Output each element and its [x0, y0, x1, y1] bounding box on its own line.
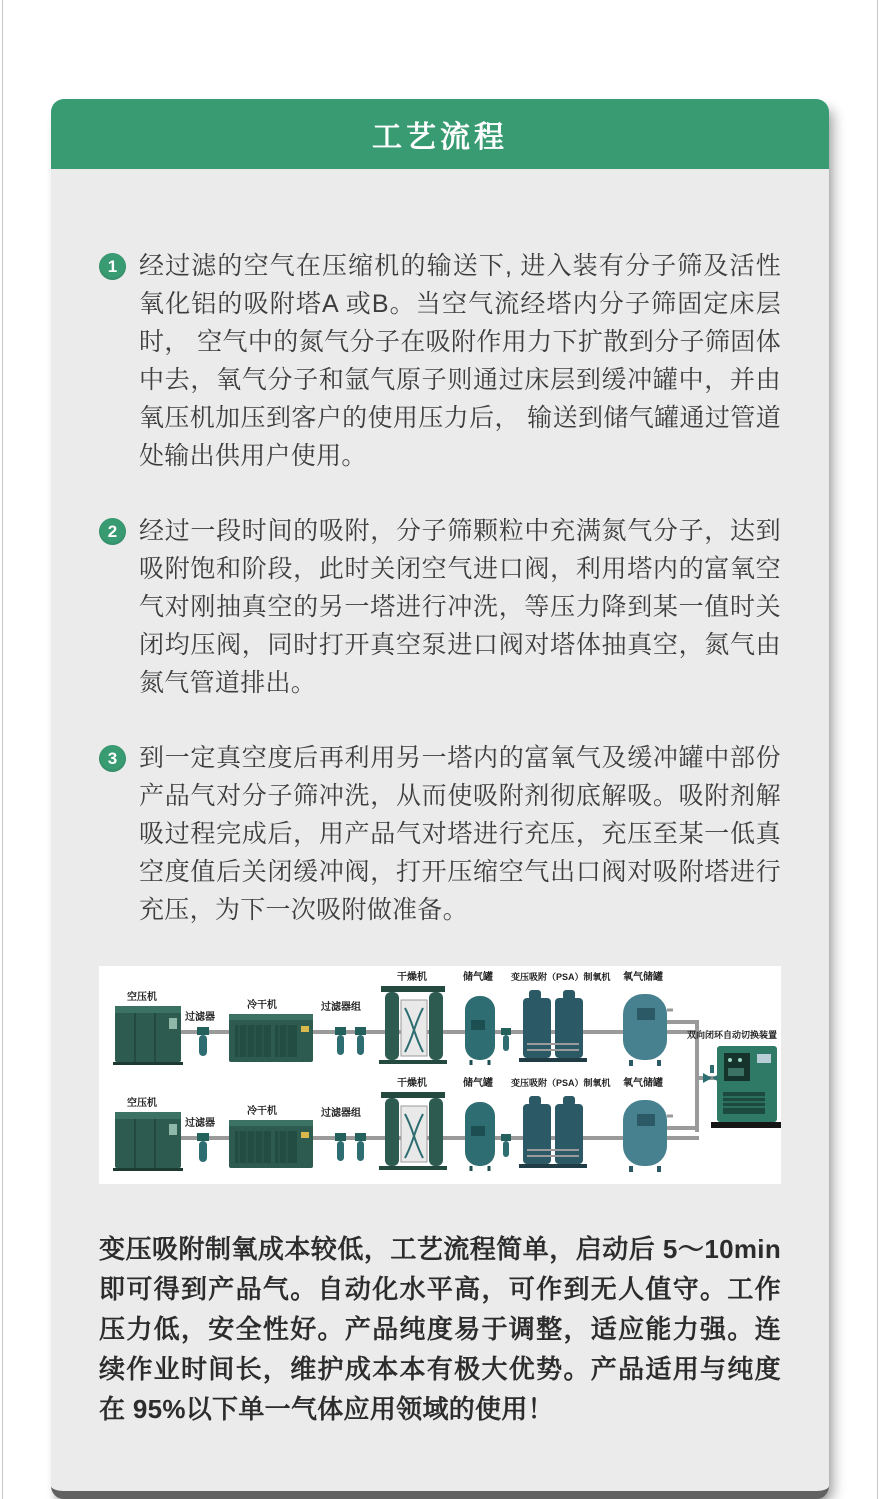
process-card — [51, 99, 829, 1499]
summary-text: 变压吸附制氧成本较低，工艺流程简单，启动后 5～10min 即可得到产品气。自动化水平高，可作到无人值守。工作压力低，安全性好。产品纯度易于调整，适应能力强。连续作业时间长，维护成本本有极大优势。产品适用与纯度在 95%以下单一气体应用领域的使用！ — [99, 1234, 781, 1424]
label-filter-group: 过滤器组 — [321, 1002, 361, 1013]
step-number-badge: 3 — [99, 745, 126, 772]
step-text: 经过滤的空气在压缩机的输送下, 进入装有分子筛及活性氧化铝的吸附塔A 或B。当空气流经塔内分子筛固定床层时， 空气中的氮气分子在吸附作用力下扩散到分子筛固体中去，氧气分子和氩气原子则通过床层到缓冲罐中，并由氧压机加压到客户的使用压力后， 输送到储气罐通过管道处输出供用户使用。 — [139, 252, 781, 470]
label-oxygen-tank: 氧气储罐 — [623, 1078, 663, 1089]
label-refrigerated-dryer: 冷干机 — [247, 1000, 277, 1011]
step-text: 经过一段时间的吸附，分子筛颗粒中充满氮气分子，达到吸附饱和阶段，此时关闭空气进口阀，利用塔内的富氧空气对刚抽真空的另一塔进行冲洗，等压力降到某一值时关闭均压阀，同时打开真空泵进口阀对塔体抽真空，氮气由氮气管道排出。 — [139, 517, 781, 697]
label-air-tank: 储气罐 — [463, 1078, 493, 1089]
label-oxygen-tank: 氧气储罐 — [623, 972, 663, 983]
process-flow-diagram — [99, 966, 781, 1184]
process-step-1 — [99, 247, 781, 475]
label-air-compressor: 空压机 — [127, 992, 157, 1003]
process-step-2 — [99, 512, 781, 702]
label-psa-generator: 变压吸附（PSA）制氧机 — [511, 1078, 611, 1088]
label-filter: 过滤器 — [185, 1012, 215, 1023]
card-header — [51, 99, 829, 169]
label-air-compressor: 空压机 — [127, 1098, 157, 1109]
step-number-badge: 1 — [99, 253, 126, 280]
switch-cabinet-graphic — [711, 1046, 781, 1128]
label-desiccant-dryer: 干燥机 — [397, 972, 427, 983]
step-number-badge: 2 — [99, 518, 126, 545]
label-filter: 过滤器 — [185, 1118, 215, 1129]
label-psa-generator: 变压吸附（PSA）制氧机 — [511, 972, 611, 982]
equipment-diagram-svg — [99, 966, 781, 1184]
label-desiccant-dryer: 干燥机 — [397, 1078, 427, 1089]
process-step-3 — [99, 739, 781, 929]
card-body — [51, 169, 829, 1491]
section-title: 工艺流程 — [372, 121, 508, 154]
step-text: 到一定真空度后再利用另一塔内的富氧气及缓冲罐中部份产品气对分子筛冲洗，从而使吸附剂彻底解吸。吸附剂解吸过程完成后，用产品气对塔进行充压，充压至某一低真空度值后关闭缓冲阀，打开压缩空气出口阀对吸附塔进行充压，为下一次吸附做准备。 — [139, 744, 781, 924]
equipment-row-1 — [113, 986, 699, 1066]
page — [2, 0, 878, 1499]
label-auto-switch-device: 双向闭环自动切换装置 — [687, 1030, 778, 1040]
label-air-tank: 储气罐 — [463, 972, 493, 983]
label-refrigerated-dryer: 冷干机 — [247, 1106, 277, 1117]
label-filter-group: 过滤器组 — [321, 1108, 361, 1119]
equipment-row-2 — [113, 1092, 699, 1172]
